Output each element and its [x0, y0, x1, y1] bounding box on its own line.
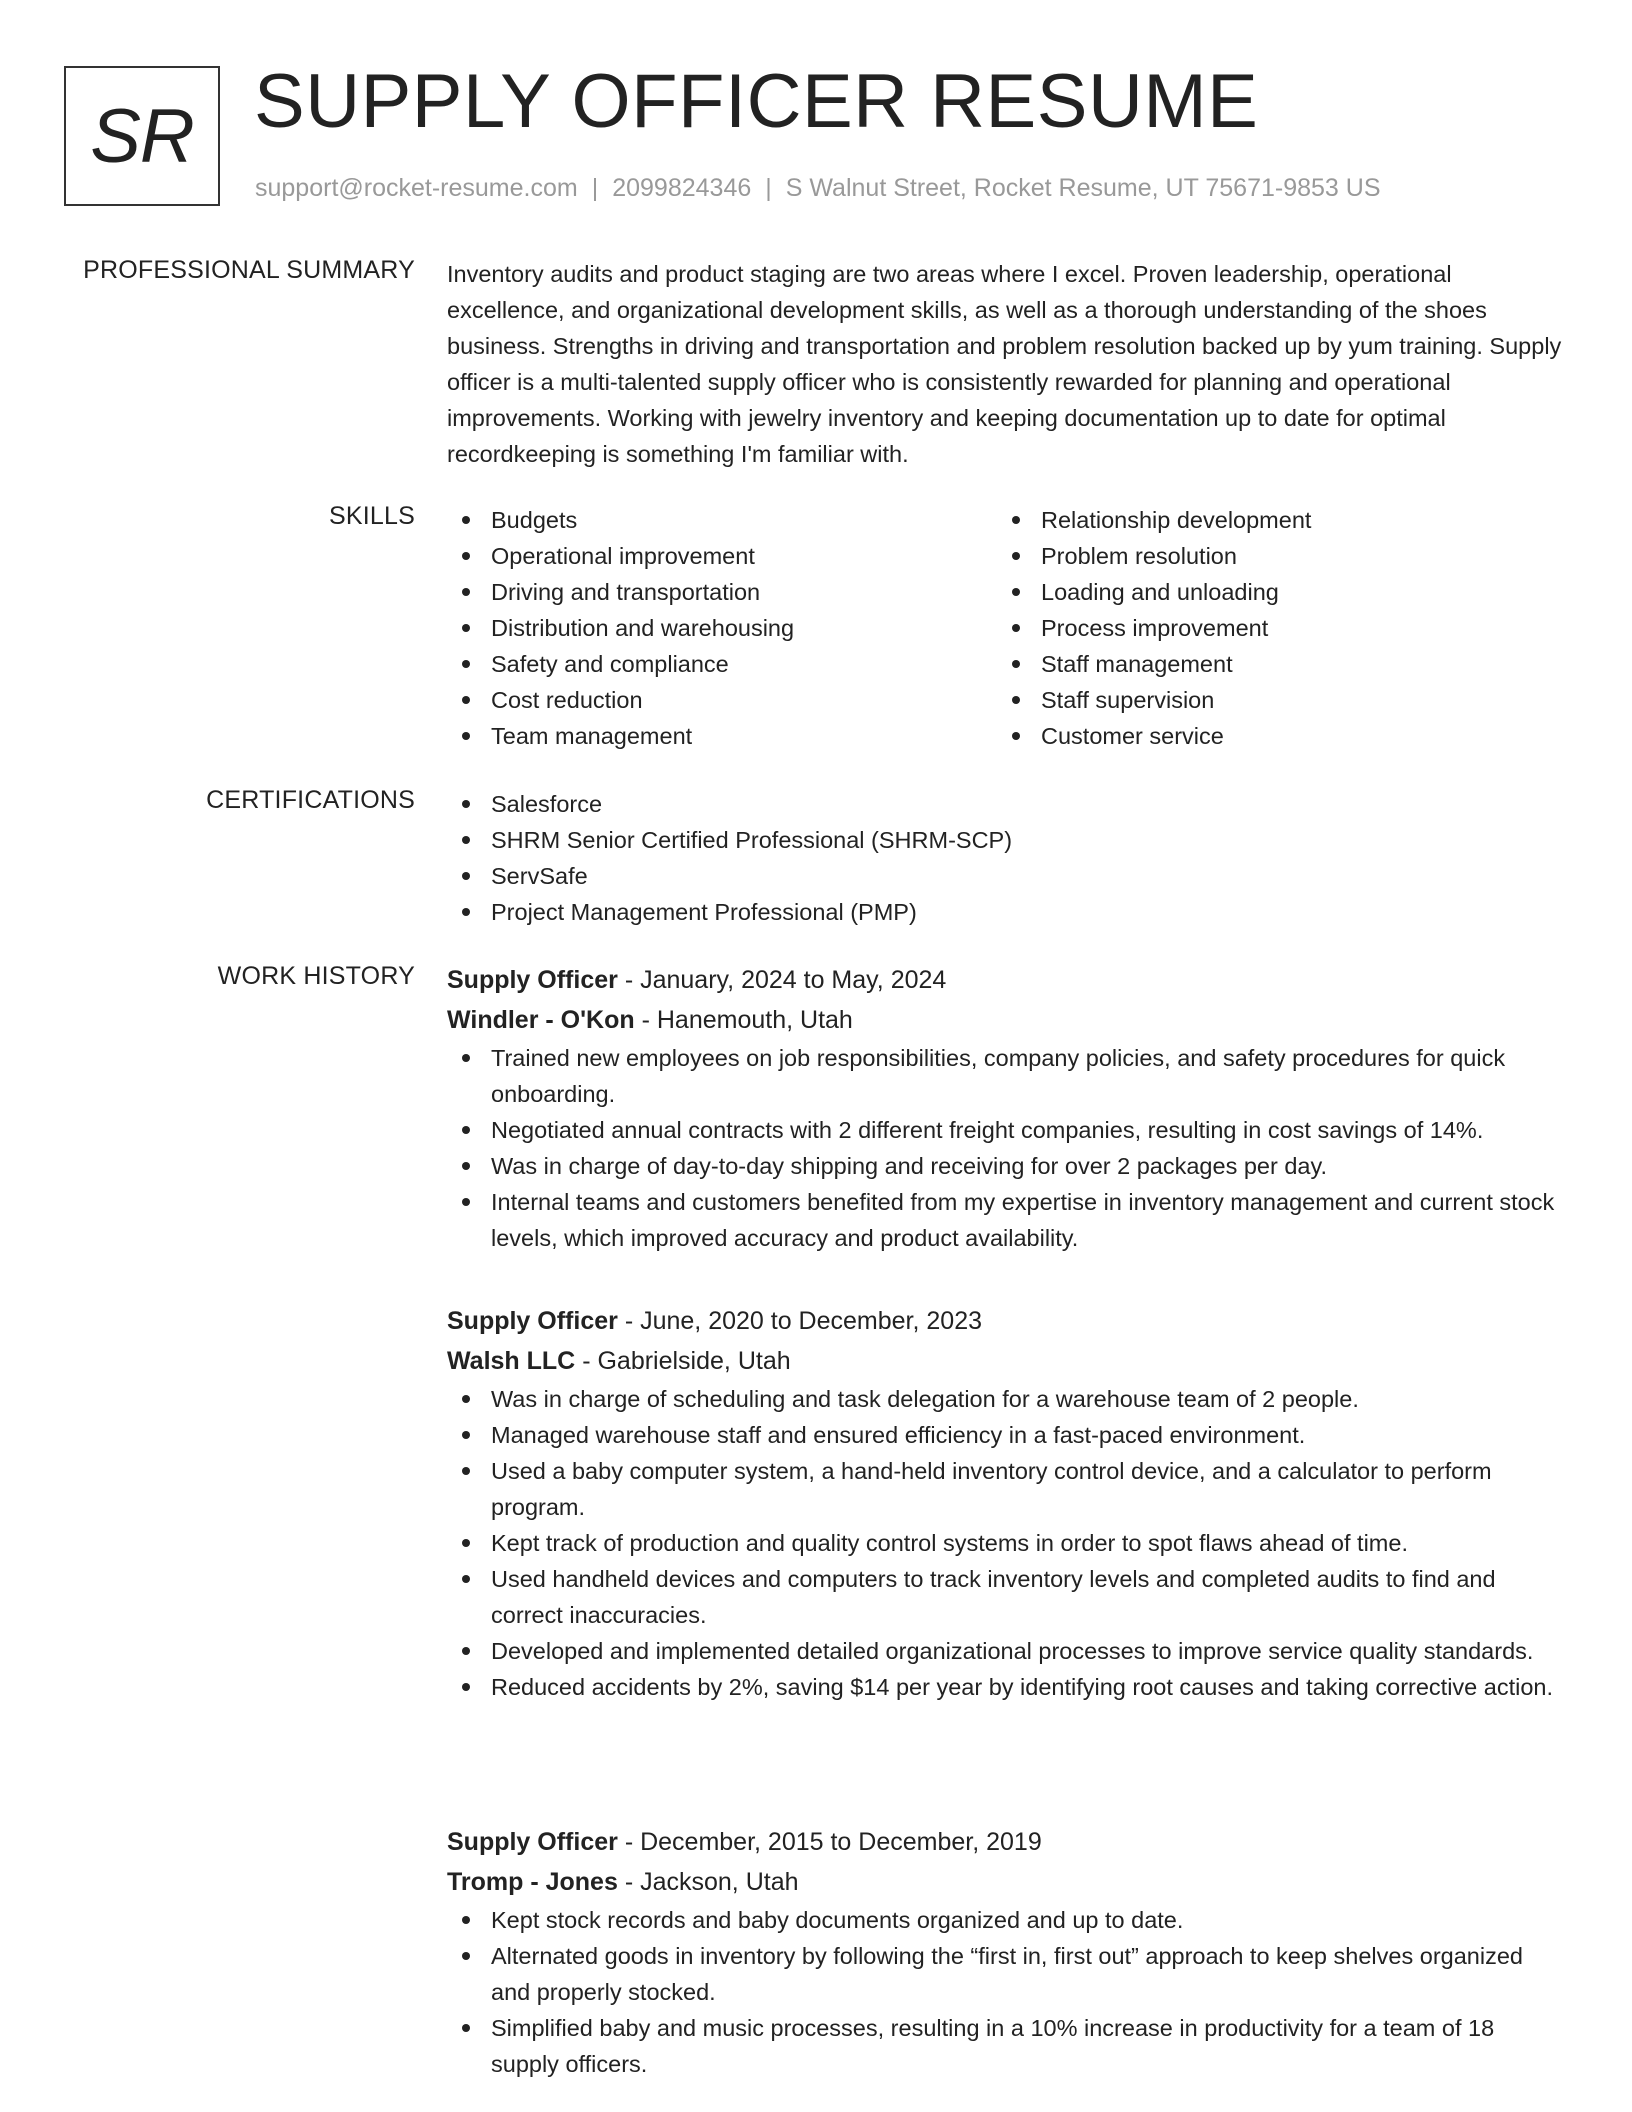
skill-item: Relationship development — [997, 502, 1547, 538]
summary-section — [447, 256, 1567, 472]
job-title-line: Supply Officer - December, 2015 to December, 2019 — [447, 1828, 1042, 1856]
summary-text: Inventory audits and product staging are two areas where I excel. Proven leadership, operational excellence, and organizational development skills, as well as a thorough understanding of the shoes business. Strengths in driving and transportation and problem resolution backed up by yum training. Supply officer is a multi-talented supply officer who is consistently rewarded for planning and operational improvements. Working with jewelry inventory and keeping documentation up to date for optimal recordkeeping is something I'm familiar with. — [447, 261, 1562, 467]
job-dates: December, 2015 to December, 2019 — [640, 1828, 1042, 1856]
skill-item: Cost reduction — [447, 682, 997, 718]
job-title: Supply Officer — [447, 966, 618, 994]
contact-email: support@rocket-resume.com — [255, 174, 578, 202]
skill-item: Loading and unloading — [997, 574, 1547, 610]
contact-phone: 2099824346 — [612, 174, 752, 202]
job-company: Tromp - Jones — [447, 1868, 618, 1896]
work-history-label: WORK HISTORY — [217, 962, 415, 990]
skill-item: Process improvement — [997, 610, 1547, 646]
job-bullet: Reduced accidents by 2%, saving $14 per year by identifying root causes and taking corrective action. — [447, 1669, 1567, 1705]
skill-item: Driving and transportation — [447, 574, 997, 610]
job-bullet: Was in charge of scheduling and task delegation for a warehouse team of 2 people. — [447, 1381, 1567, 1417]
job-bullet: Kept stock records and baby documents organized and up to date. — [447, 1902, 1567, 1938]
certification-item: Project Management Professional (PMP) — [447, 894, 1567, 930]
job-title-line: Supply Officer - January, 2024 to May, 2024 — [447, 966, 947, 994]
job-bullet: Simplified baby and music processes, resulting in a 10% increase in productivity for a team of 18 supply officers. — [447, 2010, 1567, 2082]
contact-separator: | — [765, 174, 772, 202]
skills-grid — [447, 502, 1567, 754]
job-company: Windler - O'Kon — [447, 1006, 635, 1034]
contact-line — [255, 174, 1381, 203]
skill-item: Customer service — [997, 718, 1547, 754]
skill-item: Team management — [447, 718, 997, 754]
skills-label: SKILLS — [329, 502, 415, 530]
certification-item: Salesforce — [447, 786, 1567, 822]
skill-item: Staff management — [997, 646, 1547, 682]
job-bullet: Trained new employees on job responsibilities, company policies, and safety procedures for quick onboarding. — [447, 1040, 1567, 1112]
skills-list-left — [447, 502, 997, 754]
job-location: Gabrielside, Utah — [597, 1347, 791, 1375]
contact-address: S Walnut Street, Rocket Resume, UT 75671-9853 US — [785, 174, 1381, 202]
job-company: Walsh LLC — [447, 1347, 576, 1375]
certification-item: ServSafe — [447, 858, 1567, 894]
job-dates: January, 2024 to May, 2024 — [640, 966, 947, 994]
skills-section — [447, 502, 1567, 754]
certifications-label: CERTIFICATIONS — [206, 786, 415, 814]
skill-item: Staff supervision — [997, 682, 1547, 718]
certifications-list — [447, 786, 1567, 930]
job-title: Supply Officer — [447, 1307, 618, 1335]
certifications-section — [447, 786, 1567, 930]
skill-item: Distribution and warehousing — [447, 610, 997, 646]
job-bullet: Negotiated annual contracts with 2 different freight companies, resulting in cost savings of 14%. — [447, 1112, 1567, 1148]
job-bullet: Alternated goods in inventory by following the “first in, first out” approach to keep shelves organized and properly stocked. — [447, 1938, 1567, 2010]
job-bullet: Internal teams and customers benefited from my expertise in inventory management and current stock levels, which improved accuracy and product availability. — [447, 1184, 1567, 1256]
job-company-line: Windler - O'Kon - Hanemouth, Utah — [447, 1006, 853, 1034]
job-bullet: Managed warehouse staff and ensured efficiency in a fast-paced environment. — [447, 1417, 1567, 1453]
job-company-line: Walsh LLC - Gabrielside, Utah — [447, 1347, 791, 1375]
job-location: Hanemouth, Utah — [656, 1006, 853, 1034]
skill-item: Safety and compliance — [447, 646, 997, 682]
monogram-logo: SR — [64, 66, 220, 206]
job-entry — [447, 1301, 1567, 1705]
job-entry — [447, 1822, 1567, 2082]
summary-label: PROFESSIONAL SUMMARY — [83, 256, 415, 284]
job-location: Jackson, Utah — [640, 1868, 799, 1896]
certification-item: SHRM Senior Certified Professional (SHRM-SCP) — [447, 822, 1567, 858]
skill-item: Problem resolution — [997, 538, 1547, 574]
job-bullet: Kept track of production and quality control systems in order to spot flaws ahead of time. — [447, 1525, 1567, 1561]
skill-item: Budgets — [447, 502, 997, 538]
job-bullet: Was in charge of day-to-day shipping and receiving for over 2 packages per day. — [447, 1148, 1567, 1184]
skills-list-right — [997, 502, 1547, 754]
job-bullet: Developed and implemented detailed organizational processes to improve service quality standards. — [447, 1633, 1567, 1669]
job-bullet-list — [447, 1381, 1567, 1705]
job-title-line: Supply Officer - June, 2020 to December, 2023 — [447, 1307, 983, 1335]
skill-item: Operational improvement — [447, 538, 997, 574]
job-entry — [447, 960, 1567, 1256]
job-dates: June, 2020 to December, 2023 — [640, 1307, 983, 1335]
job-bullet-list — [447, 1040, 1567, 1256]
job-bullet-list — [447, 1902, 1567, 2082]
job-company-line: Tromp - Jones - Jackson, Utah — [447, 1868, 799, 1896]
contact-separator: | — [591, 174, 599, 202]
job-bullet: Used handheld devices and computers to track inventory levels and completed audits to find and correct inaccuracies. — [447, 1561, 1567, 1633]
job-bullet: Used a baby computer system, a hand-held inventory control device, and a calculator to perform program. — [447, 1453, 1567, 1525]
job-title: Supply Officer — [447, 1828, 618, 1856]
page-title: SUPPLY OFFICER RESUME — [254, 59, 1259, 144]
